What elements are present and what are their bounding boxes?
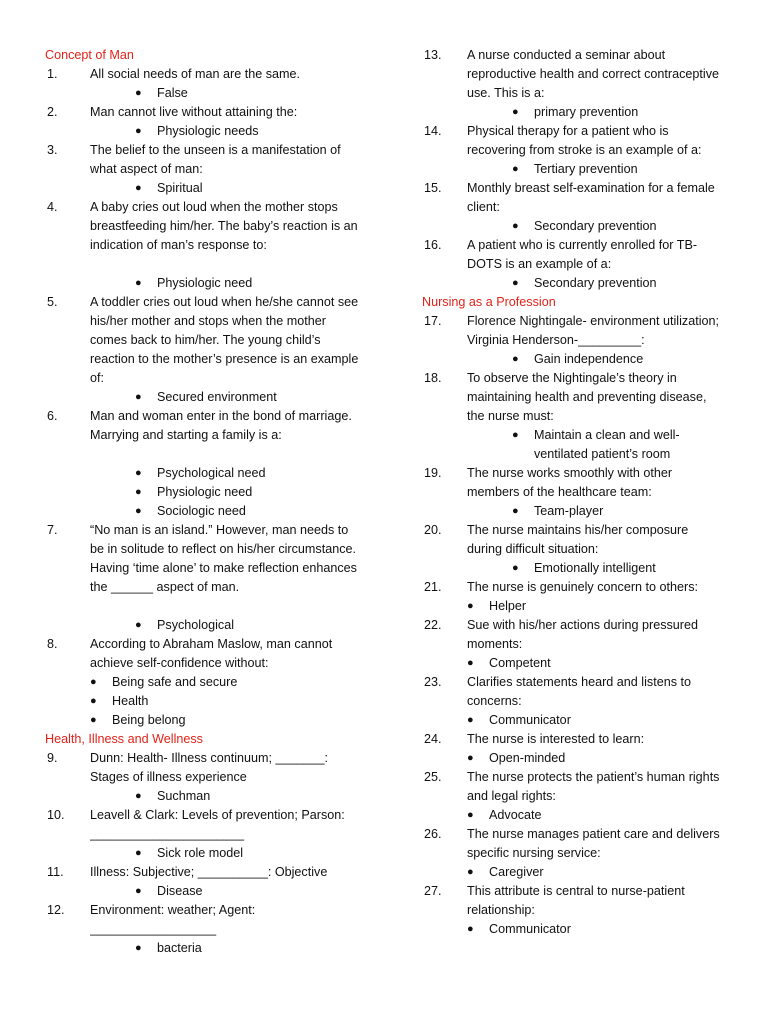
question-text: All social needs of man are the same.	[90, 67, 301, 81]
question-text: Man cannot live without attaining the:	[90, 105, 298, 119]
answer-text: Emotionally intelligent	[534, 561, 656, 575]
question-number: 24.	[424, 732, 442, 746]
question-text: A patient who is currently enrolled for TB-DOTS is an example of a:	[467, 238, 698, 271]
question-number: 12.	[47, 903, 65, 917]
question-number: 4.	[47, 200, 58, 214]
answer-item	[422, 559, 722, 578]
question	[45, 141, 363, 179]
question-text: This attribute is central to nurse-patient relationship:	[467, 884, 685, 917]
question-number: 9.	[47, 751, 58, 765]
bullet-icon: ●	[512, 505, 519, 517]
answer-text: Secondary prevention	[534, 276, 657, 290]
question	[422, 369, 722, 426]
answer-item	[45, 787, 363, 806]
question	[45, 65, 363, 84]
bullet-icon: ●	[467, 752, 474, 764]
question-text: A nurse conducted a seminar about reproductive health and correct contraceptive use. This is a:	[467, 48, 720, 100]
bullet-icon: ●	[512, 163, 519, 175]
question-text: Physical therapy for a patient who is recovering from stroke is an example of a:	[467, 124, 702, 157]
question-number: 21.	[424, 580, 442, 594]
question	[422, 616, 722, 654]
question	[45, 521, 363, 616]
answer-text: Physiologic needs	[157, 124, 259, 138]
question-number: 26.	[424, 827, 442, 841]
question-text: To observe the Nightingale’s theory in maintaining health and preventing disease, the nurse must:	[467, 371, 707, 423]
question-number: 3.	[47, 143, 58, 157]
question	[45, 198, 363, 274]
answer-item	[45, 122, 363, 141]
answer-text: Competent	[489, 656, 551, 670]
answer-item	[45, 939, 363, 958]
bullet-icon: ●	[135, 467, 142, 479]
question-number: 25.	[424, 770, 442, 784]
answer-text: Being belong	[112, 713, 186, 727]
bullet-icon: ●	[512, 106, 519, 118]
answer-text: Sick role model	[157, 846, 244, 860]
answer-item	[45, 274, 363, 293]
answer-text: primary prevention	[534, 105, 639, 119]
bullet-icon: ●	[512, 429, 519, 441]
section-heading: Concept of Man	[45, 48, 134, 62]
answer-item	[422, 749, 722, 768]
answer-text: Helper	[489, 599, 527, 613]
bullet-icon: ●	[135, 125, 142, 137]
section-heading: Health, Illness and Wellness	[45, 732, 203, 746]
question-text: Man and woman enter in the bond of marriage. Marrying and starting a family is a:	[90, 409, 352, 442]
bullet-icon: ●	[135, 87, 142, 99]
question	[45, 863, 363, 882]
answer-text: Maintain a clean and well-ventilated patient’s room	[534, 428, 680, 461]
question	[422, 768, 722, 806]
answer-text: Communicator	[489, 922, 571, 936]
question-number: 10.	[47, 808, 65, 822]
answer-item	[45, 711, 363, 730]
answer-text: Secured environment	[157, 390, 277, 404]
question-number: 15.	[424, 181, 442, 195]
answer-item	[45, 464, 363, 483]
bullet-icon: ●	[467, 714, 474, 726]
answer-item	[422, 806, 722, 825]
answer-text: Team-player	[534, 504, 604, 518]
question-text: According to Abraham Maslow, man cannot achieve self-confidence without:	[90, 637, 333, 670]
question-text: The nurse maintains his/her composure during difficult situation:	[467, 523, 689, 556]
answer-item	[422, 274, 722, 293]
answer-item	[45, 179, 363, 198]
bullet-icon: ●	[467, 923, 474, 935]
answer-text: bacteria	[157, 941, 202, 955]
question-text: Florence Nightingale- environment utilization; Virginia Henderson-_________:	[467, 314, 720, 347]
question	[45, 407, 363, 464]
question-text: The nurse works smoothly with other members of the healthcare team:	[467, 466, 673, 499]
question-number: 23.	[424, 675, 442, 689]
answer-item	[422, 654, 722, 673]
question	[45, 293, 363, 388]
bullet-icon: ●	[135, 885, 142, 897]
bullet-icon: ●	[90, 695, 97, 707]
question-text: “No man is an island.” However, man needs to be in solitude to reflect on his/her circumstance. Having ‘time alone’ to make reflection enhances the ______ aspect of man.	[90, 523, 357, 594]
question-number: 7.	[47, 523, 58, 537]
answer-text: Secondary prevention	[534, 219, 657, 233]
answer-text: Caregiver	[489, 865, 544, 879]
question-text: Clarifies statements heard and listens to concerns:	[467, 675, 692, 708]
question-text: Environment: weather; Agent: __________________	[90, 903, 256, 936]
question-text: The nurse manages patient care and delivers specific nursing service:	[467, 827, 720, 860]
answer-text: Open-minded	[489, 751, 566, 765]
question-number: 20.	[424, 523, 442, 537]
bullet-icon: ●	[467, 809, 474, 821]
answer-text: Being safe and secure	[112, 675, 238, 689]
answer-text: Gain independence	[534, 352, 644, 366]
bullet-icon: ●	[512, 562, 519, 574]
answer-item	[45, 483, 363, 502]
bullet-icon: ●	[135, 391, 142, 403]
answer-item	[422, 711, 722, 730]
bullet-icon: ●	[467, 600, 474, 612]
section-heading: Nursing as a Profession	[422, 295, 556, 309]
answer-item	[45, 388, 363, 407]
question-text: Leavell & Clark: Levels of prevention; Parson: ______________________	[90, 808, 345, 841]
question	[45, 749, 363, 787]
answer-text: Health	[112, 694, 149, 708]
question-number: 2.	[47, 105, 58, 119]
question	[45, 103, 363, 122]
question-number: 19.	[424, 466, 442, 480]
question-number: 27.	[424, 884, 442, 898]
bullet-icon: ●	[135, 942, 142, 954]
answer-item	[45, 502, 363, 521]
question	[422, 179, 722, 217]
answer-text: Advocate	[489, 808, 542, 822]
answer-item	[45, 84, 363, 103]
question	[45, 901, 363, 939]
question-number: 1.	[47, 67, 58, 81]
answer-item	[422, 502, 722, 521]
question-number: 11.	[47, 865, 64, 879]
question-text: The nurse protects the patient’s human rights and legal rights:	[467, 770, 720, 803]
question-number: 22.	[424, 618, 442, 632]
bullet-icon: ●	[135, 277, 142, 289]
answer-item	[422, 350, 722, 369]
question	[422, 578, 722, 597]
answer-text: Communicator	[489, 713, 571, 727]
question	[422, 730, 722, 749]
question-number: 17.	[424, 314, 442, 328]
answer-item	[45, 882, 363, 901]
right-column	[422, 46, 722, 939]
bullet-icon: ●	[135, 847, 142, 859]
question-number: 8.	[47, 637, 58, 651]
answer-text: Physiologic need	[157, 485, 253, 499]
bullet-icon: ●	[467, 866, 474, 878]
answer-text: Physiologic need	[157, 276, 253, 290]
question-number: 14.	[424, 124, 442, 138]
question-text: Sue with his/her actions during pressured moments:	[467, 618, 699, 651]
bullet-icon: ●	[90, 676, 97, 688]
answer-item	[422, 103, 722, 122]
bullet-icon: ●	[512, 220, 519, 232]
answer-text: Tertiary prevention	[534, 162, 638, 176]
answer-text: Spiritual	[157, 181, 203, 195]
question	[422, 312, 722, 350]
bullet-icon: ●	[512, 353, 519, 365]
bullet-icon: ●	[467, 657, 474, 669]
answer-item	[422, 597, 722, 616]
answer-text: Suchman	[157, 789, 211, 803]
question-text: Dunn: Health- Illness continuum; _______: Stages of illness experience	[90, 751, 329, 784]
question	[45, 806, 363, 844]
question	[422, 464, 722, 502]
answer-text: Disease	[157, 884, 203, 898]
answer-item	[45, 844, 363, 863]
answer-item	[422, 217, 722, 236]
question-text: The belief to the unseen is a manifestation of what aspect of man:	[90, 143, 341, 176]
question	[422, 236, 722, 274]
bullet-icon: ●	[512, 277, 519, 289]
question	[422, 122, 722, 160]
question	[422, 673, 722, 711]
answer-item	[45, 692, 363, 711]
question-number: 16.	[424, 238, 442, 252]
bullet-icon: ●	[135, 619, 142, 631]
bullet-icon: ●	[135, 486, 142, 498]
question-text: A baby cries out loud when the mother stops breastfeeding him/her. The baby’s reaction is an indication of man’s response to:	[90, 200, 358, 252]
bullet-icon: ●	[90, 714, 97, 726]
question-number: 5.	[47, 295, 58, 309]
left-column	[45, 46, 363, 958]
bullet-icon: ●	[135, 790, 142, 802]
answer-item	[45, 673, 363, 692]
question-text: Monthly breast self-examination for a female client:	[467, 181, 715, 214]
question-number: 18.	[424, 371, 442, 385]
answer-item	[422, 920, 722, 939]
question-number: 13.	[424, 48, 442, 62]
answer-item	[422, 160, 722, 179]
answer-item	[422, 863, 722, 882]
question	[422, 521, 722, 559]
answer-text: Psychological need	[157, 466, 266, 480]
answer-text: Psychological	[157, 618, 235, 632]
bullet-icon: ●	[135, 182, 142, 194]
question	[422, 46, 722, 103]
question-text: The nurse is genuinely concern to others:	[467, 580, 699, 594]
question-number: 6.	[47, 409, 58, 423]
question-text: A toddler cries out loud when he/she cannot see his/her mother and stops when the mother comes back to him/her. The young child’s reaction to the mother’s presence is an example of:	[90, 295, 359, 385]
answer-item	[45, 616, 363, 635]
question	[422, 882, 722, 920]
answer-item	[422, 426, 722, 464]
question-text: The nurse is interested to learn:	[467, 732, 645, 746]
bullet-icon: ●	[135, 505, 142, 517]
question-text: Illness: Subjective; __________: Objective	[90, 865, 328, 879]
answer-text: Sociologic need	[157, 504, 246, 518]
question	[45, 635, 363, 673]
question	[422, 825, 722, 863]
answer-text: False	[157, 86, 188, 100]
